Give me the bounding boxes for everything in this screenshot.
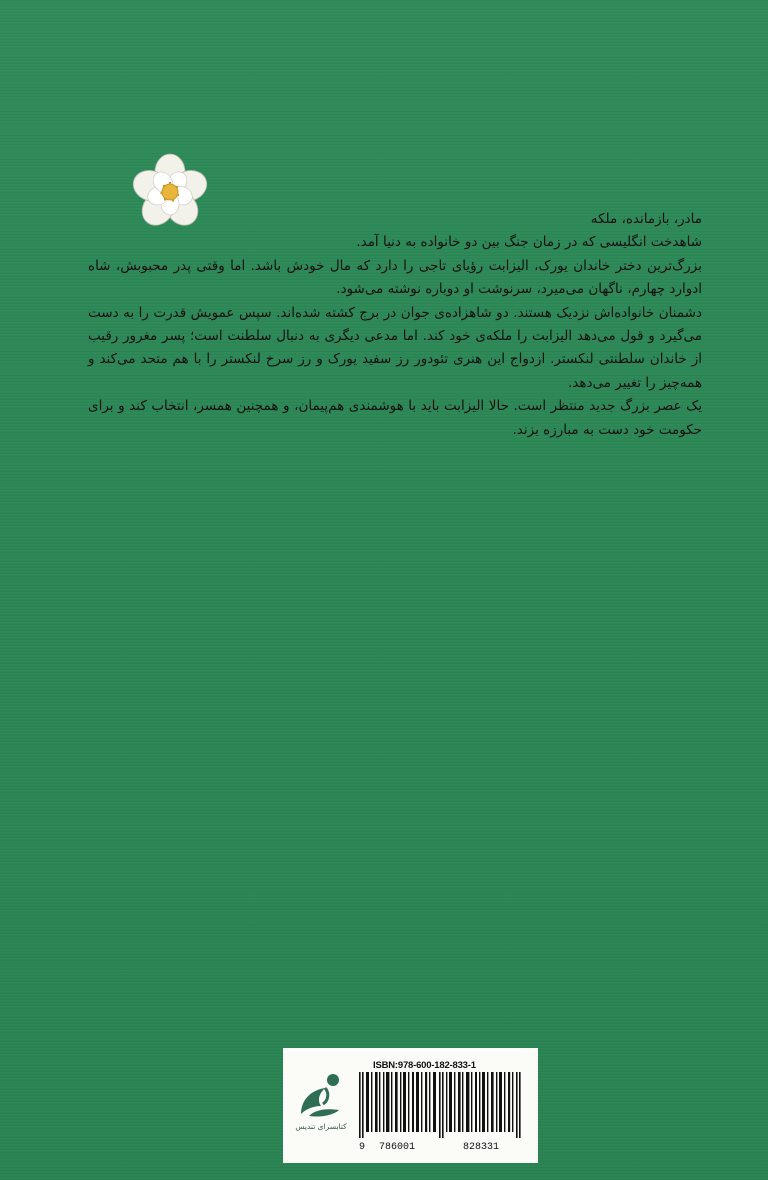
blurb-tagline: مادر، بازمانده، ملکه: [590, 211, 702, 227]
publisher-logo-icon: [295, 1070, 347, 1122]
blurb-paragraph-3: یک عصر بزرگ جدید منتظر است. حالا الیزابت باید با هوشمندی هم‌پیمان، و همچنین همسر، انتخاب کند و برای حکومت خود دست به مبارزه بزند.: [88, 398, 702, 438]
blurb-paragraph-1: بزرگ‌ترین دختر خاندان یورک، الیزابت رؤیای تاجی را دارد که مال خودش باشد. اما وقتی پدر محبوبش، شاه ادوارد چهارم، ناگهان می‌میرد، سرنوشت او دوباره نوشته می‌شود.: [88, 257, 702, 298]
back-cover-blurb: [88, 208, 702, 442]
barcode-digits-left: 786001: [379, 1142, 416, 1153]
barcode-digit-first: 9: [359, 1142, 366, 1153]
blurb-paragraph-2: دشمنان خانواده‌اش نزدیک هستند. دو شاهزاده‌ی جوان در برج کشته شده‌اند. سپس عمویش قدرت را به دست می‌گیرد و قول می‌دهد الیزابت را ملکه‌ی خود کند. اما مدعی دیگری به دنبال سلطنت است؛ پسر مغرور رقیب از خاندان سلطنتی لنکستر. ازدواج این هنری تئودور رز سفید یورک و رز سرخ لنکستر را با هم متحد می‌کند و همه‌چیز را تغییر می‌دهد.: [88, 304, 702, 391]
barcode-panel: [283, 1048, 538, 1163]
isbn-label: ISBN:978-600-182-833-1: [373, 1060, 476, 1071]
barcode-bars: [357, 1072, 527, 1138]
publisher-name: کتابسرای تندیس: [295, 1122, 347, 1131]
blurb-intro: شاهدخت انگلیسی که در زمان جنگ بین دو خانواده به دنیا آمد.: [356, 234, 702, 251]
barcode-digits-right: 828331: [463, 1142, 500, 1153]
